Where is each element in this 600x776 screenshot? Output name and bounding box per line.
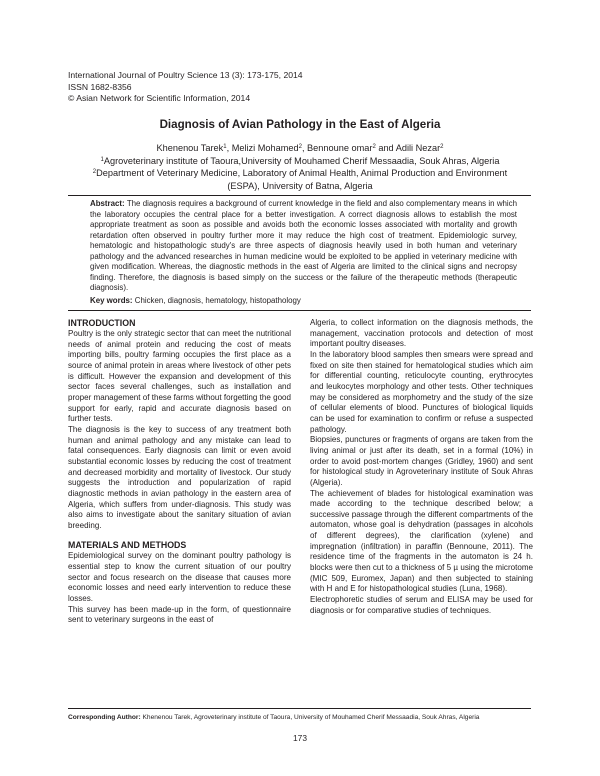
divider-bottom: [68, 310, 531, 311]
author-name: Bennoune omar: [307, 143, 373, 153]
affiliation-2-continued: (ESPA), University of Batna, Algeria: [227, 180, 373, 191]
journal-citation: International Journal of Poultry Science 13 (3): 173-175, 2014: [68, 70, 303, 80]
author-name: Melizi Mohamed: [231, 143, 299, 153]
author-affil-mark: 2: [298, 144, 302, 150]
author-affil-mark: 2: [440, 144, 444, 150]
paragraph: Poultry is the only strategic sector that can meet the nutritional needs of animal protein and reducing the cost of meats importing bills, poultry farming occupies the first place as a source of animal protein in areas where livestock of other pets is difficult. However the expansion and development of this sector faces several challenges, such as installation and proper management of these farms without forgetting the good support for early, rapid and accurate diagnosis based on further tests.: [68, 329, 291, 424]
author-block: [60, 142, 540, 192]
left-column: [68, 318, 291, 626]
author-name: Adili Nezar: [395, 143, 441, 153]
author-name: Khenenou Tarek: [156, 143, 224, 153]
author-affil-mark: 2: [372, 144, 376, 150]
keywords-text: Chicken, diagnosis, hematology, histopathology: [134, 296, 301, 305]
issn: ISSN 1682-8356: [68, 81, 132, 92]
affiliation-1: $^1$Agroveterinary institute of Taoura,University of Mouhamed Cherif Messaadia, Souk Ahras, Algeria: [100, 155, 500, 166]
corresponding-author-note: [68, 713, 531, 722]
paragraph: This survey has been made-up in the form, of questionnaire sent to veterinary surgeons in the east of: [68, 604, 291, 625]
abstract-label: Abstract:: [90, 199, 125, 208]
paragraph: Electrophoretic studies of serum and ELISA may be used for diagnosis or for comparative studies of techniques.: [310, 595, 533, 615]
author-affil-mark: 1: [223, 144, 227, 150]
journal-header: [68, 70, 303, 105]
paragraph: Algeria, to collect information on the diagnosis methods, the management, vaccination protocols and detection of most important poultry diseases.: [310, 318, 533, 349]
abstract-text: The diagnosis requires a background of current knowledge in the field and also complementary means in which the laboratory occupies the central place for a better investigation. A correct diagnosis allows to establish the most appropriate treatment as soon as possible and avoids both the economic losses associated with mortality and growth retardation often observed in poultry further more it may reduce the high cost of treatment. Epidemiologic survey, hematologic and histopathologic study's are three aspects of diagnosis heavily used in both human and veterinary pathology and the advanced researches in human medicine would be exploited to be applied in veterinary medicine with given modification. Whereas, the diagnostic methods in the east of Algeria are limited to the clinical signs and necropsy finding. Therefore, the diagnosis is based simply on the success or the failure of the therapeutic methods (therapeutic diagnosis).: [90, 199, 517, 292]
footnote-text: Khenenou Tarek, Agroveterinary institute of Taoura, University of Mouhamed Cherif Messaadia, Souk Ahras, Algeria: [142, 714, 480, 721]
page-number: 173: [293, 733, 307, 743]
introduction-heading: INTRODUCTION: [68, 318, 136, 328]
paragraph: Biopsies, punctures or fragments of organs are taken from the living animal or just after its death, set in a formal (10%) in order to avoid post-mortem changes (Gridley, 1960) and sent for histological study in Agroveterinary institute of Souk Ahras (Algeria).: [310, 435, 533, 487]
paper-title: Diagnosis of Avian Pathology in the East of Algeria: [159, 118, 441, 131]
paragraph: Epidemiological survey on the dominant poultry pathology is essential step to know the current situation of our poultry sector and focus research on the disease that causes more economic losses and need early intervention to reduce these losses.: [68, 551, 291, 604]
paragraph: The achievement of blades for histological examination was made according to the technique described below; a successive passage through the different compartments of the automaton, whose goal is dehydration (passages in alcohols of different degrees), the clarification (xylene) and impregnation (infiltration) in paraffin (Bennoune, 2011). The residence time of the fragments in the automaton is 24 h. blocks were then cut to a thickness of 5 µ using the microtome (MIC 509, Euromex, Japan) and then subjected to staining with H and E for histopathological studies (Luna, 1968).: [310, 488, 533, 594]
footnote-label: Corresponding Author:: [68, 714, 141, 721]
keywords: [90, 296, 517, 305]
footnote-divider: [68, 708, 531, 709]
copyright: © Asian Network for Scientific Information, 2014: [68, 93, 251, 103]
abstract: [90, 199, 517, 294]
paragraph: In the laboratory blood samples then smears were spread and fixed on site then stained for hematological studies which aim for differential counting, reticulocyte counting, erythrocytes and leukocytes morphology and other tests. Other techniques may be considered as morphometry and the study of the size of cellular elements of blood. Punctures of biological liquids can be used for examination to confirm or refuse a suspected pathology.: [310, 349, 533, 434]
paragraph: The diagnosis is the key to success of any treatment both human and animal pathology and any mistake can lead to fatal consequences. Early diagnosis can limit or even avoid substantial economic losses by reducing the cost of treatment and decreased morbidity and mortality of livestock. Our study suggests the introduction and popularization of rapid diagnostic methods in avian pathology in the eastern area of Algeria, which suffers from under-diagnosis. This study was also aims to investigate about the sanitary situation of avian breeding.: [68, 424, 291, 530]
methods-heading: MATERIALS AND METHODS: [68, 540, 187, 551]
keywords-label: Key words:: [90, 296, 133, 305]
affiliation-2: $^2$Department of Veterinary Medicine, Laboratory of Animal Health, Animal Production and Environment: [92, 168, 508, 179]
author-names: Khenenou Tarek$^1$, Melizi Mohamed$^2$, Bennoune omar$^2$ and Adili Nezar$^2$: [156, 143, 444, 153]
right-column: [310, 318, 533, 616]
divider-top: [68, 195, 531, 196]
